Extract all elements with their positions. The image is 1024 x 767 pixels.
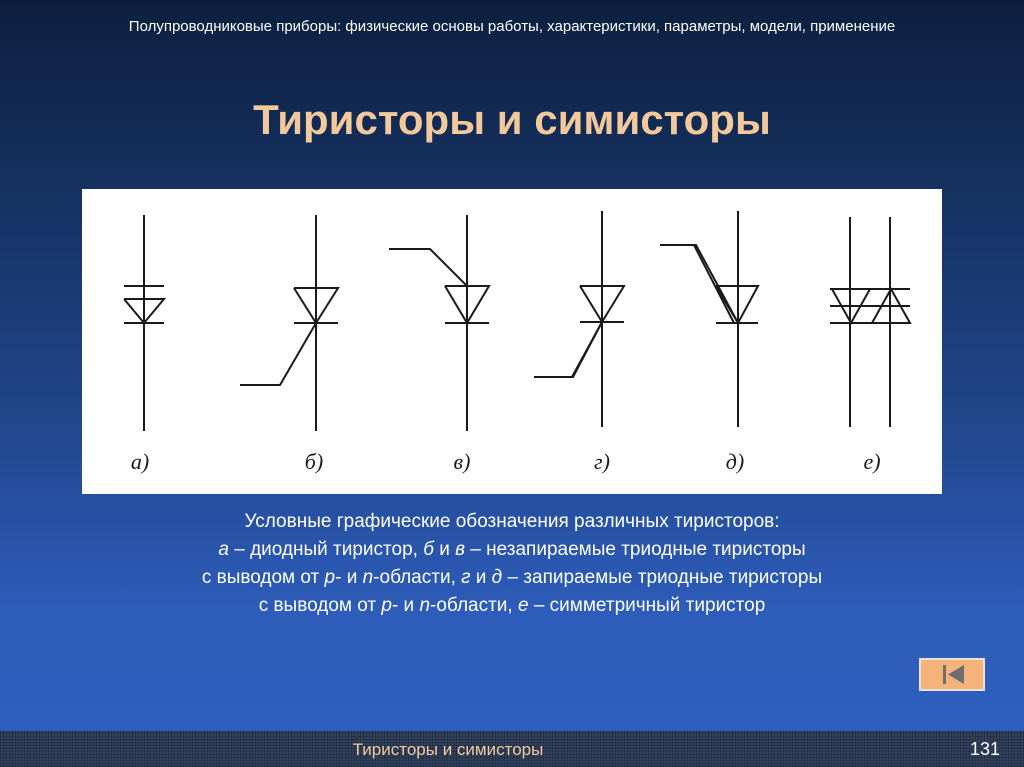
caption-line-4 [60, 592, 964, 620]
caption-letter: р [324, 567, 336, 588]
caption-text: – запираемые триодные тиристоры [502, 567, 823, 588]
course-title: Полупроводниковые приборы: физические основы работы, характеристики, параметры, модели, применение [128, 18, 896, 35]
figure-caption [60, 508, 964, 620]
caption-letter: б [423, 539, 434, 560]
symbol-diode-thyristor [124, 215, 164, 431]
label-a: а) [130, 449, 150, 474]
label-g: г) [594, 449, 610, 474]
caption-text: – диодный тиристор, [228, 539, 424, 560]
caption-line-3 [60, 564, 964, 592]
caption-text: с выводом от [258, 595, 382, 616]
caption-text: – симметричный тиристор [528, 595, 766, 616]
footer-title: Тиристоры и симисторы [352, 740, 544, 759]
symbol-triode-thyristor-n-gate [389, 215, 489, 431]
caption-letter: е [517, 595, 529, 616]
label-e: е) [863, 449, 881, 474]
caption-text: с выводом от [201, 567, 325, 588]
label-b: б) [304, 449, 324, 474]
thyristor-symbols-drawing [82, 189, 942, 494]
caption-text: - и [335, 567, 363, 588]
caption-text: - и [391, 595, 420, 616]
symbol-triode-thyristor-p-gate [240, 215, 338, 431]
slide-title: Тиристоры и симисторы [253, 96, 771, 143]
caption-letter: n [419, 595, 431, 616]
skip-back-icon [921, 660, 983, 689]
caption-letter: а [218, 539, 229, 560]
thyristor-symbols-figure [82, 189, 942, 494]
caption-text: -области, [373, 567, 462, 588]
caption-letter: р [381, 595, 392, 616]
caption-letter: n [362, 567, 374, 588]
symbol-symmetric-thyristor [830, 217, 910, 427]
caption-letter: г [461, 567, 471, 588]
caption-text: и [433, 539, 456, 560]
caption-line-1: Условные графические обозначения различных тиристоров: [244, 511, 780, 532]
caption-line-2 [60, 536, 964, 564]
caption-text: -области, [430, 595, 518, 616]
footer-bar [0, 731, 1024, 767]
back-button[interactable] [919, 658, 985, 691]
page-number: 131 [969, 739, 1000, 759]
caption-text: и [470, 567, 492, 588]
label-v: в) [453, 449, 471, 474]
label-d: д) [725, 449, 745, 474]
symbol-turnoff-thyristor-p-gate [534, 211, 624, 427]
caption-letter: в [455, 539, 466, 560]
caption-letter: д [491, 567, 503, 588]
caption-text: – незапираемые триодные тиристоры [465, 539, 806, 560]
symbol-turnoff-thyristor-n-gate [660, 211, 758, 427]
